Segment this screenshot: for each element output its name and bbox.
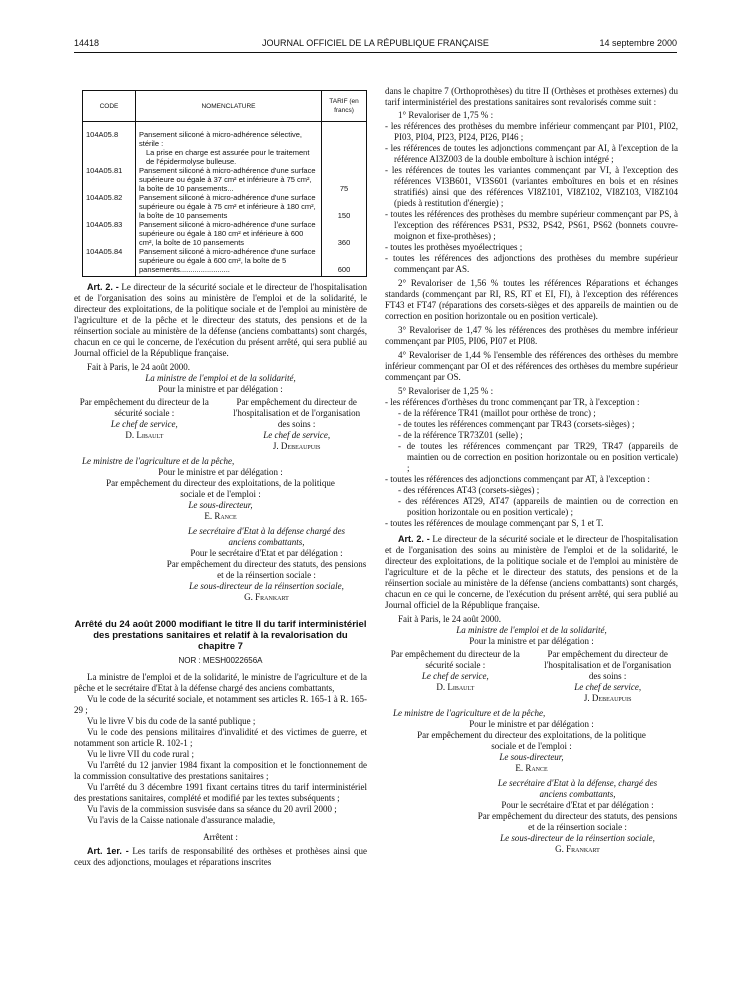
signature-hospitalisation: Par empêchement du directeur de l'hospitalisation et de l'organisation des soins : Le chef de service, J. Debeaupuis [233, 397, 361, 451]
ministre-emploi: La ministre de l'emploi et de la solidarité, [145, 373, 296, 383]
signature-securite-sociale: Par empêchement du directeur de la sécurité sociale : Le chef de service, D. Libault [390, 649, 520, 692]
issue-date: 14 septembre 2000 [599, 38, 677, 48]
arrete-title: Arrêté du 24 août 2000 modifiant le titre II du tarif interministériel des prestations sanitaires et relatif à la revalorisation du chapitre 7 [74, 619, 367, 652]
table-row: 104A05.81 Pansement siliconé à micro-adhérence d'une surface supérieure ou égale à 37 cm² et inférieure à 75 cm², la boîte de 10 pansements... 75 [83, 166, 367, 193]
list-item: - les références des prothèses du membre inférieur commençant par PI01, PI02, PI03, PI04, PI23, PI24, PI26, PI46 ; [385, 121, 678, 142]
list-item: - les références de toutes les adjonctions commençant par AI, à l'exception de la référence AI3Z003 de la double emboîture à ischion intégré ; [385, 143, 678, 164]
journal-title: JOURNAL OFFICIEL DE LA RÉPUBLIQUE FRANÇAISE [262, 38, 489, 48]
list-item: - toutes les références des adjonctions des prothèses du membre supérieur commençant par AS. [385, 253, 678, 274]
preamble-line: Vu l'avis de la commission susvisée dans sa séance du 20 avril 2000 ; [87, 804, 337, 814]
list-item: - de la référence TR41 (maillot pour orthèse de tronc) ; [398, 408, 596, 418]
revalorisation-3: 3° Revaloriser de 1,47 % les références des prothèses du membre inférieur commençant par PI05, PI06, PI07 et PI08. [385, 325, 678, 346]
tarif-table [82, 90, 367, 277]
right-column: dans le chapitre 7 (Orthoprothèses) du titre II (Orthèses et prothèses externes) du tarif interministériel des prestations sanitaires sont revalorisés comme suit : 1° Revaloriser de 1,75 % : - les références des prothèses du membre inférieur commençant par PI01, PI02, PI03, PI04, PI23, PI24, PI26, PI46 ; - les références de toutes les adjonctions commençant par AI, à l'exception de la référence AI3Z003 de la double emboîture à ischion intégré ; - les références de toutes les variantes commençant par VI, à l'exception des références VI3B601, VI3S601 (variantes emboîtures en bois et en résines stratifiés) ainsi que des références VI8Z101, VI8Z102, VI8Z103, VI8Z104 (pieds à restitution d'énergie) ; - toutes les références des prothèses du membre supérieur commençant par PS, à l'exception des références PS31, PS32, PS42, PS61, PS62 (bonnets couvre-moignon et fixe-prothèses) ; - toutes les prothèses myoélectriques ; - toutes les références des adjonctions des prothèses du membre supérieur commençant par AS. 2° Revaloriser de 1,56 % toutes les références Réparations et échanges standards (commençant par RI, RS, RT et EI, FI), à l'exception des références FT43 et FT47 (réparations des corsets-sièges et des appareils de maintien ou de correction en position horizontale ou en position verticale). 3° Revaloriser de 1,47 % les références des prothèses du membre inférieur commençant par PI05, PI06, PI07 et PI08. 4° Revaloriser de 1,44 % l'ensemble des références des orthèses du membre inférieur commençant par OI et des références des orthèses du membre supérieur commençant par OS. 5° Revaloriser de 1,25 % : - les références d'orthèses du tronc commençant par TR, à l'exception : - de la référence TR41 (maillot pour orthèse de tronc) ; - de toutes les références commençant par TR43 (corsets-sièges) ; - de la référence TR73Z01 (selle) ; - de toutes les références commençant par TR29, TR47 (appareils de maintien ou de correction en position horizontale ou en position verticale) ; - toutes les références des adjonctions commençant par AT, à l'exception : - des références AT43 (corsets-sièges) ; - des références AT29, AT47 (appareils de maintien ou de correction en position horizontale ou en position verticale) ; - toutes les références de moulage commençant par S, 1 et T. Art. 2. - Le directeur de la sécurité sociale et le directeur de l'hospitalisation et de l'organisation des soins au ministère de l'emploi et de la solidarité, le directeur des exploitations, de la politique sociale et de l'emploi au ministère de l'agriculture et de la pêche et le directeur des statuts, des pensions et de la réinsertion sociale au ministère de la défense (anciens combattants) sont chargés, chacun en ce qui le concerne, de l'exécution du présent arrêté, qui sera publié au Journal officiel de la République française. Fait à Paris, le 24 août 2000. La ministre de l'emploi et de la solidarité, Pour la ministre et par délégation : Par empêchement du directeur de la sécurité sociale : Le chef de service, D. Libault Par empêchement du directeur de l'hospitalisation et de l'organisation des soins : Le chef de service, J. Debeaupuis Le ministre de l'agriculture et de la pêche, Pour le ministre et par délégation : Par empêchement du directeur des exploitations, de la politique sociale et de l'emploi : Le sous-directeur, E. Rance Le secrétaire d'Etat à la défense, chargé des anciens combattants, Pour le secrétaire d'Etat et par délégation : Par empêchement du directeur des statuts, des pensions et de la réinsertion sociale : Le sous-directeur de la réinsertion sociale, G. Frankart [385, 86, 679, 854]
col-header-tarif: TARIF (en francs) [322, 91, 367, 122]
col-header-code: CODE [83, 91, 136, 122]
list-item: - de la référence TR73Z01 (selle) ; [398, 430, 523, 440]
ministre-agriculture: Le ministre de l'agriculture et de la pêche, [82, 456, 235, 466]
list-item: - de toutes les références commençant par TR29, TR47 (appareils de maintien ou de correction en position horizontale ou en position verticale) ; [398, 441, 678, 473]
table-row: 104A05.83 Pansement siliconé à micro-adhérence d'une surface supérieure ou égale à 180 cm² et inférieure à 600 cm², la boîte de 10 pansements 360 [83, 220, 367, 247]
revalorisation-4: 4° Revaloriser de 1,44 % l'ensemble des références des orthèses du membre inférieur commençant par OI et des références des orthèses du membre supérieur commençant par OS. [385, 350, 678, 382]
signature-hospitalisation: Par empêchement du directeur de l'hospitalisation et de l'organisation des soins : Le chef de service, J. Debeaupuis [544, 649, 672, 703]
revalorisation-2: 2° Revaloriser de 1,56 % toutes les références Réparations et échanges standards (commençant par RI, RS, RT et EI, FI), à l'exception des références FT43 et FT47 (réparations des corsets-sièges et des appareils de maintien ou de correction en position horizontale ou en position verticale). [385, 278, 678, 321]
signatures-block [385, 649, 678, 704]
article-2-left: Art. 2. - Le directeur de la sécurité sociale et le directeur de l'hospitalisation et de l'organisation des soins au ministère de l'emploi et de la solidarité, le directeur des exploitations, de la politique sociale et de l'emploi au ministère de l'agriculture et de la pêche et le directeur des statuts, des pensions et de la réinsertion sociale au ministère de la défense (anciens combattants) sont chargés, chacun en ce qui le concerne, de l'exécution du présent arrêté, qui sera publié au Journal officiel de la République française. [74, 282, 368, 358]
list-item: - les références d'orthèses du tronc commençant par TR, à l'exception : [385, 397, 640, 407]
list-item: - toutes les références des adjonctions commençant par AT, à l'exception : [385, 474, 650, 484]
arretent: Arrêtent : [203, 832, 238, 842]
revalorisation-5-heading: 5° Revaloriser de 1,25 % : [398, 386, 494, 396]
preamble-line: Vu l'avis de la Caisse nationale d'assurance maladie, [87, 815, 276, 825]
preamble-line: Vu l'arrêté du 3 décembre 1991 fixant certains titres du tarif interministériel des prestations sanitaires, complété et modifié par les textes subséquents ; [74, 782, 367, 803]
preamble-line: Vu le code de la sécurité sociale, et notamment ses articles R. 165-1 à R. 165-29 ; [74, 694, 367, 715]
signature-rance: E. Rance [204, 511, 237, 521]
preamble-line: Vu le livre V bis du code de la santé publique ; [87, 716, 256, 726]
preamble-line: Vu le code des pensions militaires d'invalidité et des victimes de guerre, et notamment son article R. 102-1 ; [74, 727, 367, 748]
list-item: - les références de toutes les variantes commençant par VI, à l'exception des références VI3B601, VI3S601 (variantes emboîtures en bois et en résines stratifiés) ainsi que des références VI8Z101, VI8Z102, VI8Z103, VI8Z104 (pieds à restitution d'énergie) ; [385, 165, 678, 208]
table-row: La prise en charge est assurée pour le traitement de l'épidermolyse bulleuse. [83, 148, 367, 166]
signature-defense: Le secrétaire d'Etat à la défense, chargé des anciens combattants, Pour le secrétaire d'Etat et par délégation : Par empêchement du directeur des statuts, des pensions et de la réinsertion sociale : Le sous-directeur de la réinsertion sociale, G. Frankart [477, 778, 678, 854]
col-header-nomenclature: NOMENCLATURE [136, 91, 322, 122]
signature-rance: E. Rance [515, 763, 548, 773]
list-item: - de toutes les références commençant par TR43 (corsets-sièges) ; [398, 419, 635, 429]
revalorisation-1-heading: 1° Revaloriser de 1,75 % : [398, 110, 494, 120]
page-header [74, 38, 677, 53]
table-row: 104A05.84 Pansement siliconé à micro-adhérence d'une surface supérieure ou égale à 600 cm², la boîte de 5 pansements........................ 600 [83, 247, 367, 277]
list-item: - des références AT43 (corsets-sièges) ; [398, 485, 540, 495]
signature-securite-sociale: Par empêchement du directeur de la sécurité sociale : Le chef de service, D. Libault [79, 397, 209, 440]
preamble-line: Vu l'arrêté du 12 janvier 1984 fixant la composition et le fonctionnement de la commission consultative des prestations sanitaires ; [74, 760, 367, 781]
article-2-right: Art. 2. - Le directeur de la sécurité sociale et le directeur de l'hospitalisation et de l'organisation des soins au ministère de l'emploi et de la solidarité, le directeur des exploitations, de la politique sociale et de l'emploi au ministère de l'agriculture et de la pêche et le directeur des statuts, des pensions et de la réinsertion sociale au ministère de la défense (anciens combattants) sont chargés, chacun en ce qui le concerne, de l'exécution du présent arrêté, qui sera publié au Journal officiel de la République française. [385, 534, 679, 610]
revalorisation-1-list [385, 121, 678, 275]
article-1: Art. 1er. - Les tarifs de responsabilité des orthèses et prothèses ainsi que ceux des adjonctions, moulages et réparations inscrites [74, 846, 368, 867]
table-row: 104A05.82 Pansement siliconé à micro-adhérence d'une surface supérieure ou égale à 75 cm² et inférieure à 180 cm², la boîte de 10 pansements 150 [83, 193, 367, 220]
article-1-continued: dans le chapitre 7 (Orthoprothèses) du titre II (Orthèses et prothèses externes) du tarif interministériel des prestations sanitaires sont revalorisés comme suit : [385, 86, 678, 107]
list-item: - toutes les références de moulage commençant par S, 1 et T. [385, 518, 604, 528]
left-column: CODE NOMENCLATURE TARIF (en francs) 104A05.8 Pansement siliconé à micro-adhérence sélective, stérile : La prise en charge est assurée pour le traitement de l'épidermolyse bulleuse. 104A05.81 Pansement siliconé à micro-adhérence d'une surface supérieure ou égale à 37 cm² et inférieure à 75 cm², la boîte de 10 pansements... 75 104A05.82 Pansement siliconé à micro-adhérence d'une surface supérieure ou égale à 75 cm² et inférieure à 180 cm², la boîte de 10 pansements 150 104A05.83 Pansement siliconé à micro-adhérence d'une surface supérieure ou égale à 180 cm² et inférieure à 600 cm², la boîte de 10 pansements 360 104A05.84 Pansement siliconé à micro-adhérence d'une surface supérieure ou égale à 600 cm², la boîte de 5 pansements........................ 600 Art. 2. - Le directeur de la sécurité sociale et le directeur de l'hospitalisation et de l'organisation des soins au ministère de l'emploi et de la solidarité, le directeur des exploitations, de la politique sociale et de l'emploi au ministère de l'agriculture et de la pêche et le directeur des statuts, des pensions et de la réinsertion sociale au ministère de la défense (anciens combattants) sont chargés, chacun en ce qui le concerne, de l'exécution du présent arrêté, qui sera publié au Journal officiel de la République française. Fait à Paris, le 24 août 2000. La ministre de l'emploi et de la solidarité, Pour la ministre et par délégation : Par empêchement du directeur de la sécurité sociale : Le chef de service, D. Libault Par empêchement du directeur de l'hospitalisation et de l'organisation des soins : Le chef de service, J. Debeaupuis Le ministre de l'agriculture et de la pêche, Pour le ministre et par délégation : Par empêchement du directeur des exploitations, de la politique sociale et de l'emploi : Le sous-directeur, E. Rance Le secrétaire d'Etat à la défense chargé des anciens combattants, Pour le secrétaire d'Etat et par délégation : Par empêchement du directeur des statuts, des pensions et de la réinsertion sociale : Le sous-directeur de la réinsertion sociale, G. Frankart Arrêté du 24 août 2000 modifiant le titre II du tarif interministériel des prestations sanitaires et relatif à la revalorisation du chapitre 7 NOR : MESH0022656A La ministre de l'emploi et de la solidarité, le ministre de l'agriculture et de la pêche et le secrétaire d'Etat à la défense chargé des anciens combattants, Vu le code de la sécurité sociale, et notamment ses articles R. 165-1 à R. 165-29 ; Vu le livre V bis du code de la santé publique ; Vu le code des pensions militaires d'invalidité et des victimes de guerre, et notamment son article R. 102-1 ; Vu le livre VII du code rural ; Vu l'arrêté du 12 janvier 1984 fixant la composition et le fonctionnement de la commission consultative des prestations sanitaires ; Vu l'arrêté du 3 décembre 1991 fixant certains titres du tarif interministériel des prestations sanitaires, complété et modifié par les textes subséquents ; Vu l'avis de la commission susvisée dans sa séance du 20 avril 2000 ; Vu l'avis de la Caisse nationale d'assurance maladie, Arrêtent : Art. 1er. - Les tarifs de responsabilité des orthèses et prothèses ainsi que ceux des adjonctions, moulages et réparations inscrites [74, 86, 367, 868]
list-item: - toutes les références des prothèses du membre supérieur commençant par PS, à l'exception des références PS31, PS32, PS42, PS61, PS62 (bonnets couvre-moignon et fixe-prothèses) ; [385, 209, 678, 241]
revalorisation-5-list [385, 397, 678, 529]
table-row: 104A05.8 Pansement siliconé à micro-adhérence sélective, stérile : [83, 122, 367, 149]
signatures-block [74, 397, 367, 452]
fait-date: Fait à Paris, le 24 août 2000. [87, 362, 190, 372]
preamble-line: Vu le livre VII du code rural ; [87, 749, 195, 759]
list-item: - toutes les prothèses myoélectriques ; [385, 242, 523, 252]
nor-reference: NOR : MESH0022656A [178, 656, 263, 665]
page-number: 14418 [74, 38, 100, 48]
preamble-line: La ministre de l'emploi et de la solidarité, le ministre de l'agriculture et de la pêche et le secrétaire d'Etat à la défense chargé des anciens combattants, [74, 672, 367, 693]
pour-ministre: Pour la ministre et par délégation : [158, 384, 283, 394]
signature-defense: Le secrétaire d'Etat à la défense chargé des anciens combattants, Pour le secrétaire d'Etat et par délégation : Par empêchement du directeur des statuts, des pensions et de la réinsertion sociale : Le sous-directeur de la réinsertion sociale, G. Frankart [166, 526, 367, 602]
list-item: - des références AT29, AT47 (appareils de maintien ou de correction en position horizontale ou en position verticale) ; [398, 496, 678, 517]
